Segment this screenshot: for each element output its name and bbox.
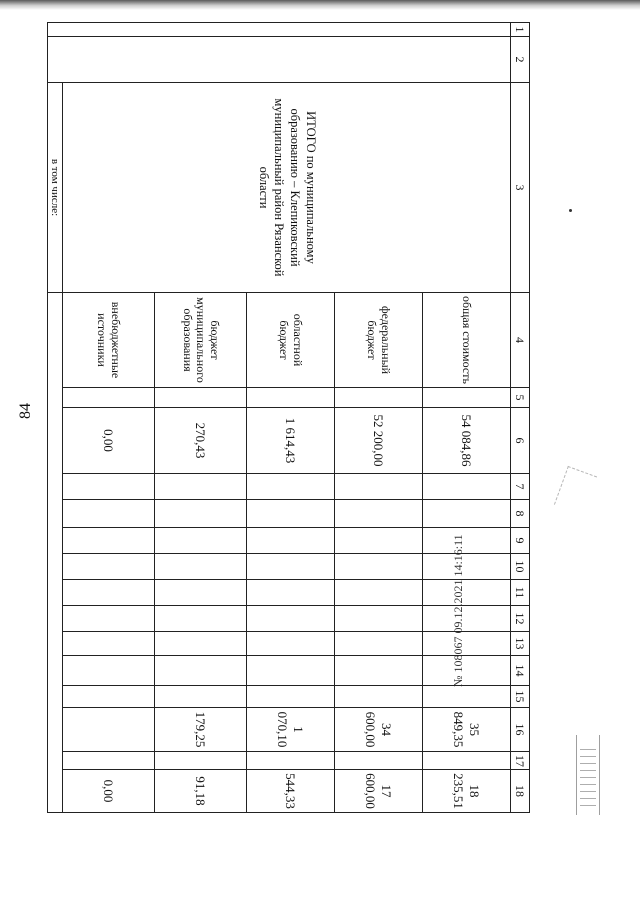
budget-table-wrapper xyxy=(50,22,530,812)
col-number: 10 xyxy=(511,554,530,580)
cell-value: 35 849,35 xyxy=(423,708,511,752)
handwritten-mark xyxy=(554,466,597,515)
cell-value: 544,33 xyxy=(247,770,335,813)
budget-table xyxy=(47,22,530,813)
col-number: 2 xyxy=(511,37,530,83)
cell-value: 270,43 xyxy=(155,408,247,474)
seal-stamp xyxy=(576,735,600,815)
table-row xyxy=(48,23,63,813)
col-number: 6 xyxy=(511,408,530,474)
cell-value: 1 070,10 xyxy=(247,708,335,752)
col-number: 9 xyxy=(511,528,530,554)
col-number: 16 xyxy=(511,708,530,752)
seal-stamp-lines xyxy=(580,743,596,807)
col-number: 14 xyxy=(511,656,530,686)
row-label: федеральный бюджет xyxy=(335,293,423,388)
column-number-row xyxy=(511,23,530,813)
cell-empty xyxy=(423,388,511,408)
speck xyxy=(569,209,572,212)
col-number: 8 xyxy=(511,500,530,528)
cell-empty xyxy=(48,37,511,83)
cell-value: 0,00 xyxy=(63,770,155,813)
cell-empty xyxy=(48,23,511,37)
cell-empty xyxy=(48,293,63,813)
col-number: 4 xyxy=(511,293,530,388)
col-number: 7 xyxy=(511,474,530,500)
cell-value: 54 084,86 xyxy=(423,408,511,474)
registration-stamp: № 108067 09.12.2021 14:16:11 xyxy=(451,534,465,687)
cell-value: 18 235,51 xyxy=(423,770,511,813)
col-number: 1 xyxy=(511,23,530,37)
cell-value: 0,00 xyxy=(63,408,155,474)
col-number: 15 xyxy=(511,686,530,708)
cell-value: 179,25 xyxy=(155,708,247,752)
cell-value: 1 614,43 xyxy=(247,408,335,474)
table-row xyxy=(423,23,511,813)
col-number: 13 xyxy=(511,632,530,656)
cell-value: 17 600,00 xyxy=(335,770,423,813)
cell-value: 52 200,00 xyxy=(335,408,423,474)
budget-table-rotated xyxy=(50,22,530,812)
col-number: 11 xyxy=(511,580,530,606)
col-number: 5 xyxy=(511,388,530,408)
itogo-label: ИТОГО по муниципальному образованию – Клепиковский муниципальный район Рязанской области xyxy=(63,83,511,293)
in-that-number-label: в том числе: xyxy=(48,83,63,293)
page-number: 84 xyxy=(17,403,34,419)
cell-value xyxy=(63,708,155,752)
col-number: 17 xyxy=(511,752,530,770)
row-label: бюджет муниципального образования xyxy=(155,293,247,388)
row-label: областной бюджет xyxy=(247,293,335,388)
col-number: 3 xyxy=(511,83,530,293)
cell-value: 34 600,00 xyxy=(335,708,423,752)
col-number: 12 xyxy=(511,606,530,632)
col-number: 18 xyxy=(511,770,530,813)
row-label: внебюджетные источники xyxy=(63,293,155,388)
cell-value: 91,18 xyxy=(155,770,247,813)
scan-edge xyxy=(0,0,640,10)
row-label: общая стоимость xyxy=(423,293,511,388)
